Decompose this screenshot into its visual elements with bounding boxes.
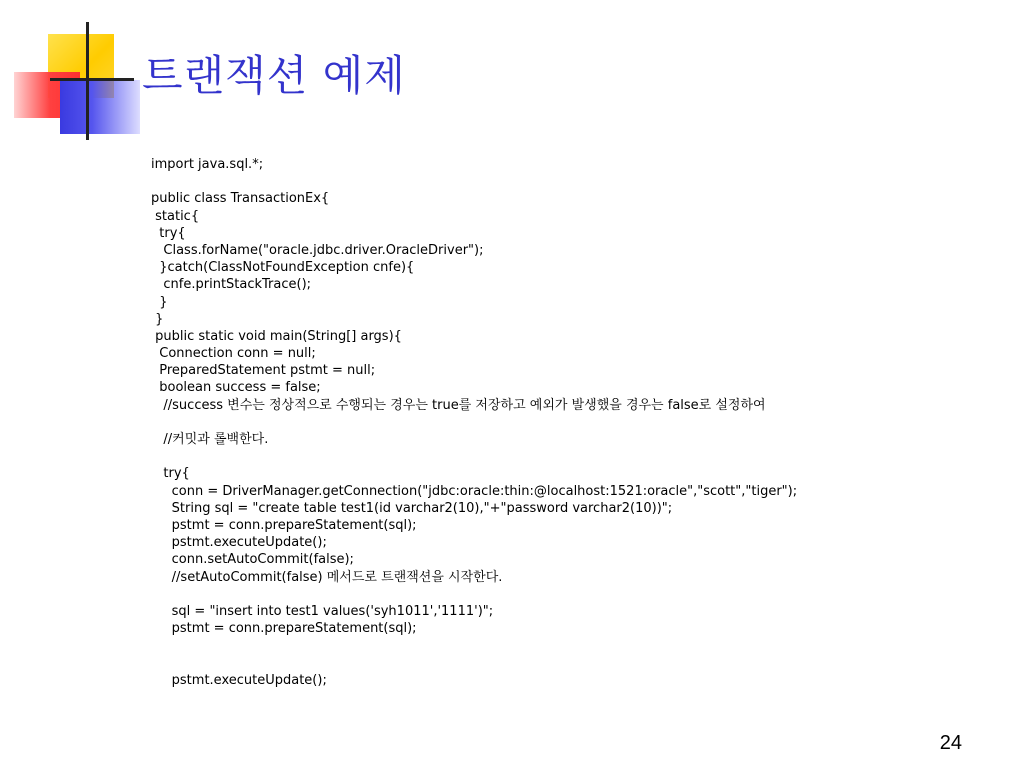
code-line: //커밋과 롤백한다. [151, 432, 269, 447]
code-line: pstmt = conn.prepareStatement(sql); [151, 621, 417, 637]
code-line: import java.sql.*; [151, 157, 264, 172]
code-line: try{ [151, 225, 186, 241]
code-line: Class.forName("oracle.jdbc.driver.OracleDriver"); [151, 242, 484, 258]
code-line: } [151, 294, 168, 310]
code-line: pstmt.executeUpdate(); [151, 535, 327, 551]
code-line: conn = DriverManager.getConnection("jdbc:oracle:thin:@localhost:1521:oracle","scott","tiger"); [151, 483, 798, 499]
code-line: public static void main(String[] args){ [151, 328, 402, 344]
code-block [151, 156, 991, 689]
code-line: Connection conn = null; [151, 346, 316, 362]
code-line: sql = "insert into test1 values('syh1011','1111')"; [151, 603, 494, 619]
code-line: //setAutoCommit(false) 메서드로 트랜잭션을 시작한다. [151, 569, 503, 585]
code-line: } [151, 311, 164, 327]
code-line: }catch(ClassNotFoundException cnfe){ [151, 260, 415, 276]
decorative-blue-square [60, 80, 140, 134]
code-line [151, 654, 991, 671]
slide-title: 트랜잭션 예제 [142, 51, 406, 100]
code-line: PreparedStatement pstmt = null; [151, 363, 376, 379]
code-line [151, 637, 991, 654]
code-line: //success 변수는 정상적으로 수행되는 경우는 true를 저장하고 예외가 발생했을 경우는 false로 설정하여 [151, 397, 766, 413]
page-number: 24 [939, 732, 962, 754]
code-line: String sql = "create table test1(id varchar2(10),"+"password varchar2(10))"; [151, 500, 673, 516]
code-line: public class TransactionEx{ [151, 191, 330, 207]
code-line: try{ [151, 466, 190, 482]
code-line [151, 414, 991, 431]
code-line: pstmt.executeUpdate(); [151, 672, 327, 688]
code-line [151, 448, 991, 465]
code-line: boolean success = false; [151, 380, 321, 396]
code-line: conn.setAutoCommit(false); [151, 552, 354, 568]
code-line [151, 586, 991, 603]
code-line: static{ [151, 208, 200, 224]
code-line: pstmt = conn.prepareStatement(sql); [151, 517, 417, 533]
decorative-vertical-line [86, 22, 89, 140]
code-line: cnfe.printStackTrace(); [151, 277, 312, 293]
decorative-horizontal-line [50, 78, 134, 81]
code-line [151, 173, 991, 190]
